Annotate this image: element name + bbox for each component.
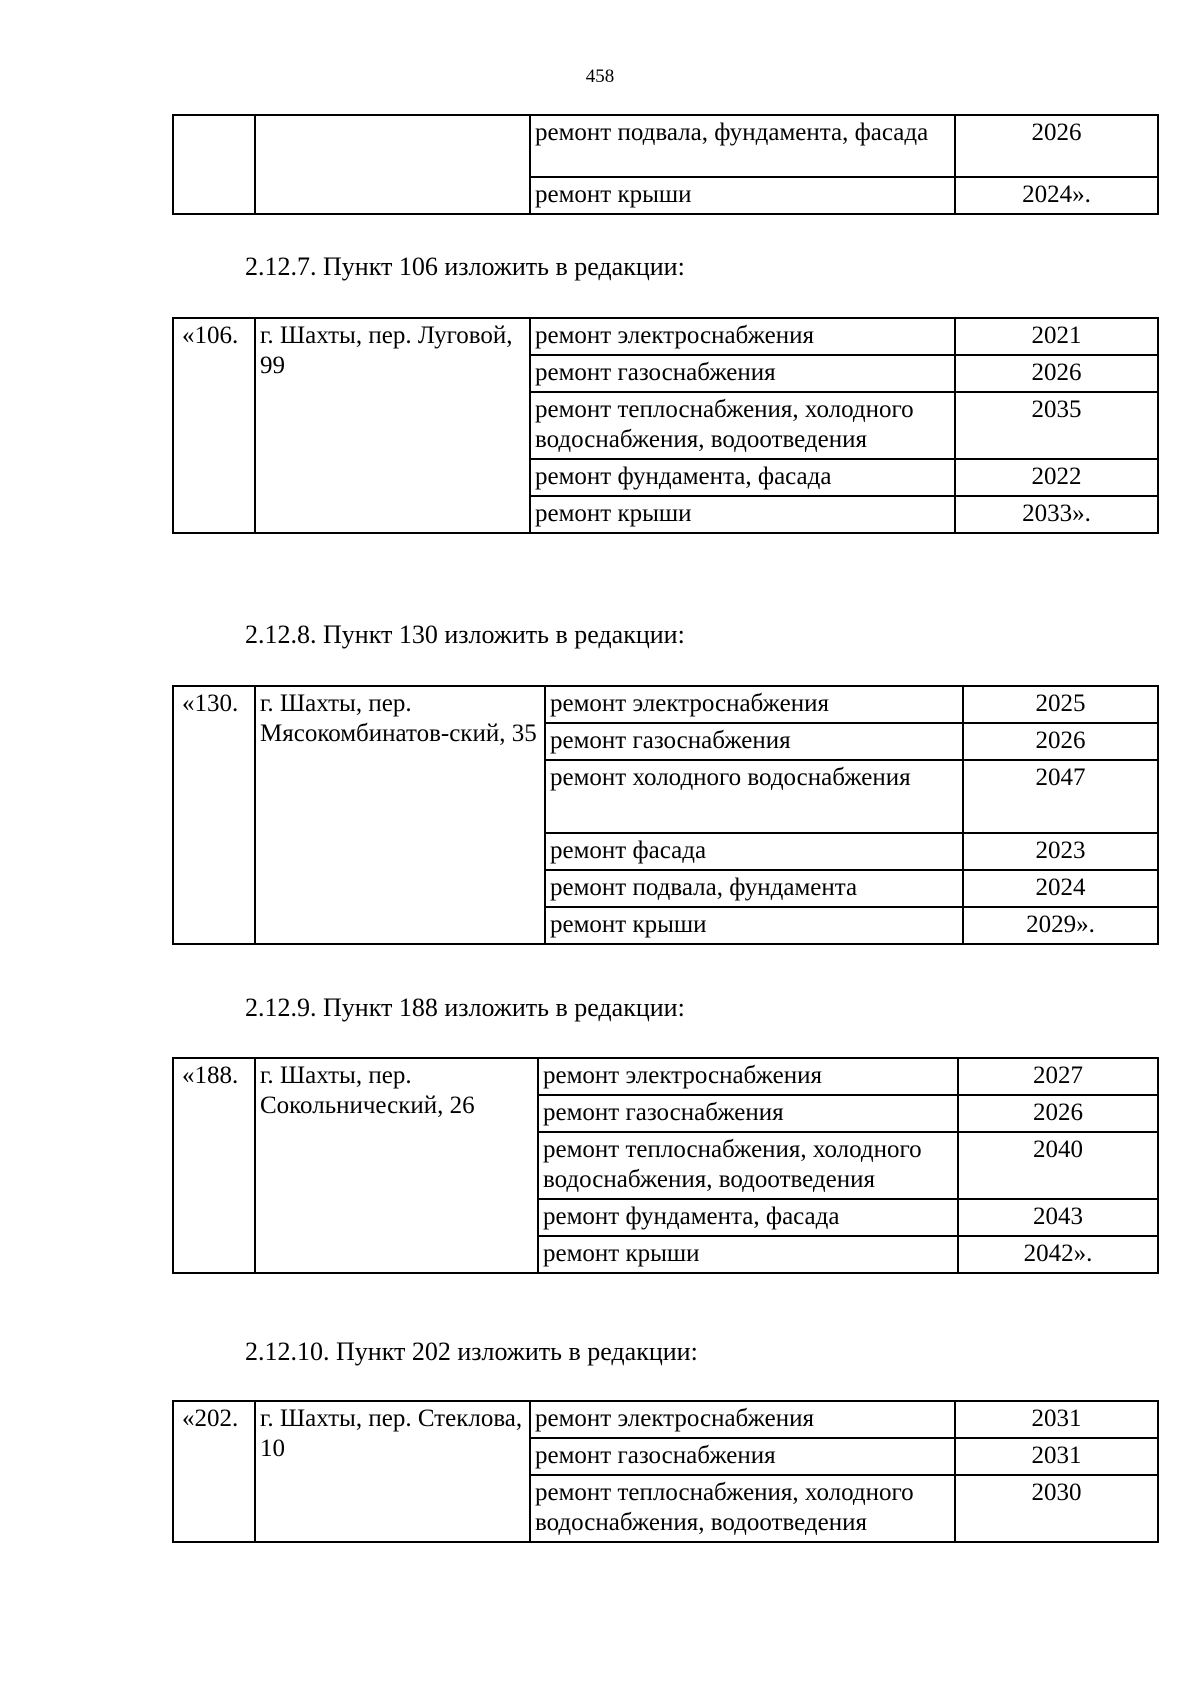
number-cell bbox=[173, 115, 255, 214]
year-cell: 2043 bbox=[958, 1199, 1158, 1236]
page-number: 458 bbox=[585, 66, 615, 87]
table-row bbox=[173, 115, 1158, 177]
continued-table bbox=[172, 114, 1159, 215]
work-cell: ремонт холодного водоснабжения bbox=[545, 760, 963, 833]
work-cell: ремонт крыши bbox=[530, 177, 955, 214]
work-cell: ремонт крыши bbox=[538, 1236, 958, 1273]
item-number: «106. bbox=[173, 318, 255, 533]
item-number: «130. bbox=[173, 686, 255, 944]
table-row bbox=[173, 1058, 1158, 1095]
item-number: «202. bbox=[173, 1401, 255, 1542]
section-heading: 2.12.7. Пункт 106 изложить в редакции: bbox=[245, 252, 685, 281]
year-cell: 2026 bbox=[955, 355, 1158, 392]
table-row bbox=[173, 1401, 1158, 1438]
work-cell: ремонт газоснабжения bbox=[545, 723, 963, 760]
work-cell: ремонт теплоснабжения, холодного водоснабжения, водоотведения bbox=[530, 1475, 955, 1542]
work-cell: ремонт газоснабжения bbox=[538, 1095, 958, 1132]
section-heading: 2.12.10. Пункт 202 изложить в редакции: bbox=[245, 1337, 698, 1366]
section-heading: 2.12.8. Пункт 130 изложить в редакции: bbox=[245, 620, 685, 649]
year-cell: 2033». bbox=[955, 496, 1158, 533]
year-cell: 2031 bbox=[955, 1401, 1158, 1438]
year-cell: 2040 bbox=[958, 1132, 1158, 1199]
table-row bbox=[173, 318, 1158, 355]
year-cell: 2026 bbox=[958, 1095, 1158, 1132]
work-cell: ремонт крыши bbox=[530, 496, 955, 533]
section-table bbox=[172, 1057, 1159, 1274]
year-cell: 2047 bbox=[963, 760, 1158, 833]
year-cell: 2026 bbox=[955, 115, 1158, 177]
year-cell: 2026 bbox=[963, 723, 1158, 760]
work-cell: ремонт подвала, фундамента, фасада bbox=[530, 115, 955, 177]
work-cell: ремонт электроснабжения bbox=[538, 1058, 958, 1095]
item-number: «188. bbox=[173, 1058, 255, 1273]
year-cell: 2023 bbox=[963, 833, 1158, 870]
year-cell: 2030 bbox=[955, 1475, 1158, 1542]
work-cell: ремонт электроснабжения bbox=[530, 318, 955, 355]
section-table bbox=[172, 317, 1159, 534]
section-table bbox=[172, 1400, 1159, 1543]
work-cell: ремонт теплоснабжения, холодного водоснабжения, водоотведения bbox=[538, 1132, 958, 1199]
year-cell: 2024». bbox=[955, 177, 1158, 214]
address-cell: г. Шахты, пер. Стеклова, 10 bbox=[255, 1401, 530, 1542]
section-heading: 2.12.9. Пункт 188 изложить в редакции: bbox=[245, 993, 685, 1022]
work-cell: ремонт подвала, фундамента bbox=[545, 870, 963, 907]
work-cell: ремонт фундамента, фасада bbox=[538, 1199, 958, 1236]
work-cell: ремонт фундамента, фасада bbox=[530, 459, 955, 496]
address-cell: г. Шахты, пер. Луговой, 99 bbox=[255, 318, 530, 533]
work-cell: ремонт газоснабжения bbox=[530, 1438, 955, 1475]
year-cell: 2025 bbox=[963, 686, 1158, 723]
work-cell: ремонт электроснабжения bbox=[545, 686, 963, 723]
address-cell bbox=[255, 115, 530, 214]
year-cell: 2035 bbox=[955, 392, 1158, 459]
work-cell: ремонт электроснабжения bbox=[530, 1401, 955, 1438]
year-cell: 2042». bbox=[958, 1236, 1158, 1273]
year-cell: 2027 bbox=[958, 1058, 1158, 1095]
work-cell: ремонт крыши bbox=[545, 907, 963, 944]
year-cell: 2024 bbox=[963, 870, 1158, 907]
year-cell: 2022 bbox=[955, 459, 1158, 496]
work-cell: ремонт фасада bbox=[545, 833, 963, 870]
year-cell: 2021 bbox=[955, 318, 1158, 355]
address-cell: г. Шахты, пер. Мясокомбинатов-ский, 35 bbox=[255, 686, 545, 944]
table-row bbox=[173, 686, 1158, 723]
address-cell: г. Шахты, пер. Сокольнический, 26 bbox=[255, 1058, 538, 1273]
work-cell: ремонт теплоснабжения, холодного водоснабжения, водоотведения bbox=[530, 392, 955, 459]
work-cell: ремонт газоснабжения bbox=[530, 355, 955, 392]
year-cell: 2031 bbox=[955, 1438, 1158, 1475]
year-cell: 2029». bbox=[963, 907, 1158, 944]
section-table bbox=[172, 685, 1159, 945]
